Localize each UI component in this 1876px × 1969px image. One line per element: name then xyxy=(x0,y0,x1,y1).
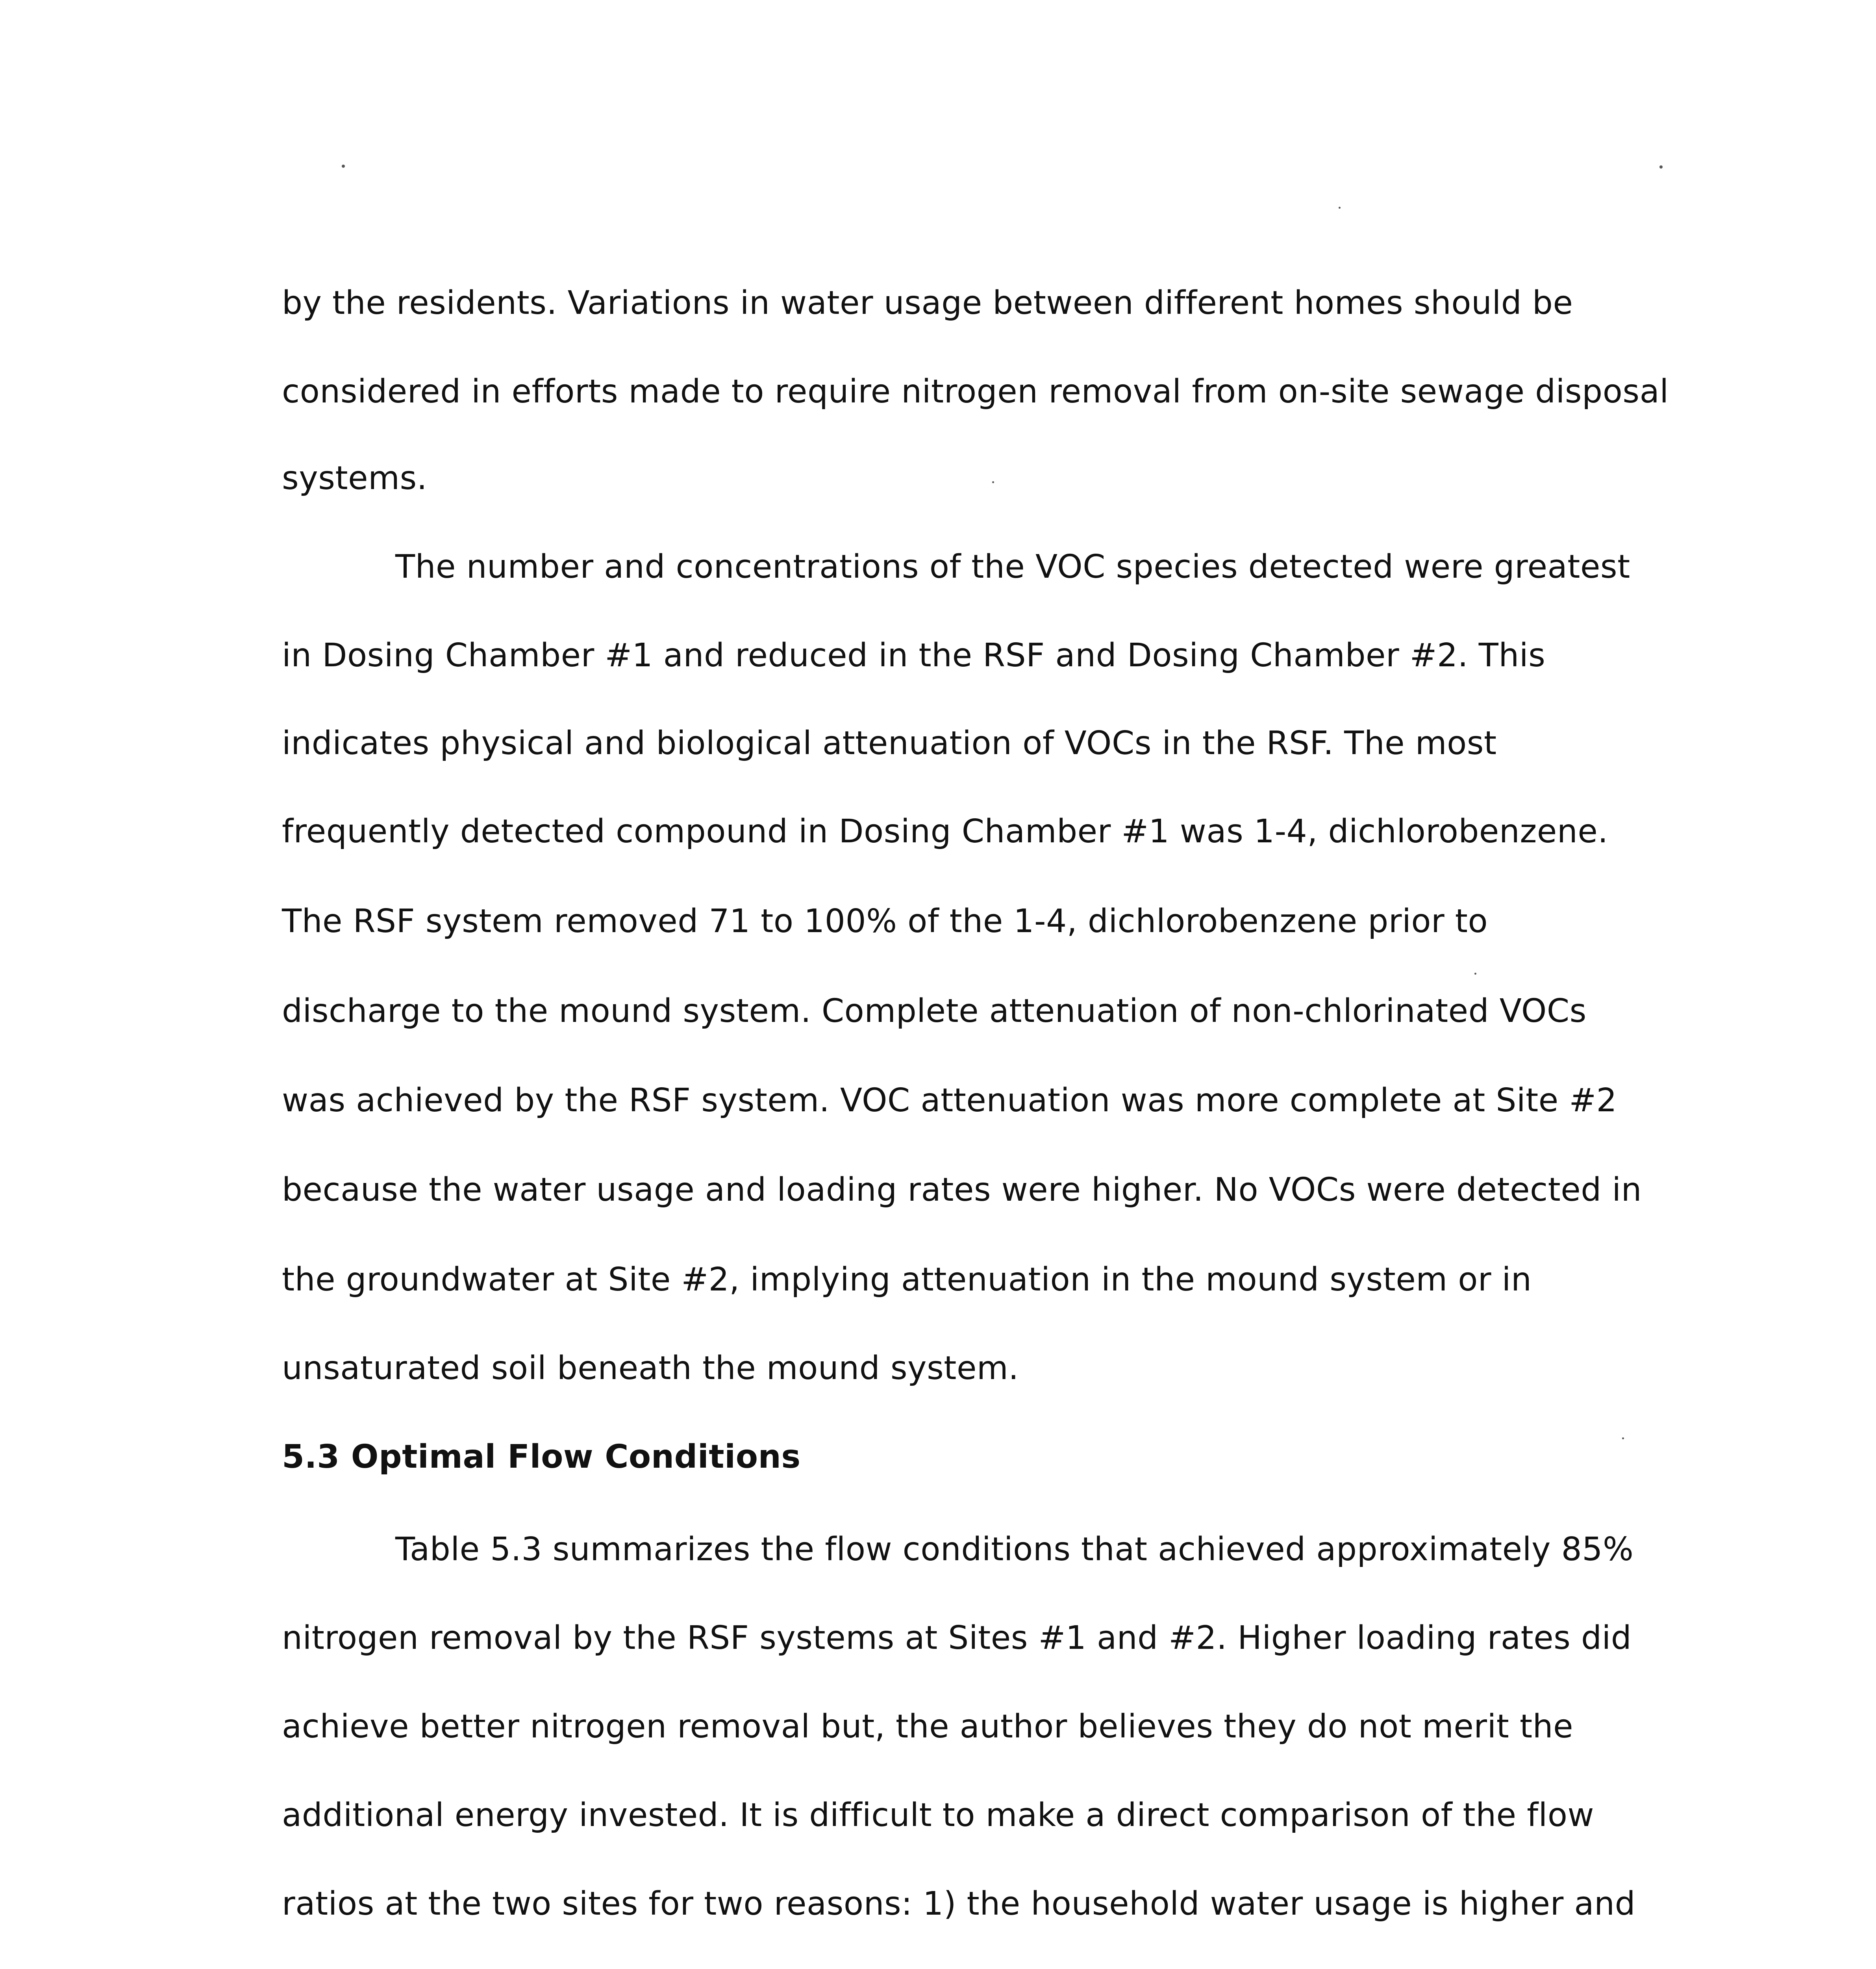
text-line-17: achieve better nitrogen removal but, the author believes they do not merit the xyxy=(282,1708,1574,1745)
text-line-9: discharge to the mound system. Complete attenuation of non-chlorinated VOCs xyxy=(282,992,1587,1030)
text-line-4: The number and concentrations of the VOC species detected were greatest xyxy=(395,548,1630,586)
scan-speck xyxy=(1474,973,1476,975)
text-line-6: indicates physical and biological attenuation of VOCs in the RSF. The most xyxy=(282,725,1497,762)
text-line-19: ratios at the two sites for two reasons: 1) the household water usage is higher and xyxy=(282,1885,1636,1923)
text-line-5: in Dosing Chamber #1 and reduced in the RSF and Dosing Chamber #2. This xyxy=(282,637,1546,674)
text-line-3: systems. xyxy=(282,460,428,497)
text-line-10: was achieved by the RSF system. VOC attenuation was more complete at Site #2 xyxy=(282,1082,1617,1119)
text-line-1: by the residents. Variations in water usage between different homes should be xyxy=(282,284,1573,322)
scan-speck xyxy=(992,481,994,483)
text-line-7: frequently detected compound in Dosing Chamber #1 was 1-4, dichlorobenzene. xyxy=(282,813,1608,850)
scan-speck xyxy=(1622,1437,1624,1439)
text-line-8: The RSF system removed 71 to 100% of the 1-4, dichlorobenzene prior to xyxy=(282,903,1488,940)
text-line-11: because the water usage and loading rates were higher. No VOCs were detected in xyxy=(282,1171,1642,1209)
text-line-2: considered in efforts made to require nitrogen removal from on-site sewage disposal xyxy=(282,373,1669,410)
section-heading: 5.3 Optimal Flow Conditions xyxy=(282,1438,801,1476)
scan-speck xyxy=(1659,165,1663,169)
text-line-15: Table 5.3 summarizes the flow conditions that achieved approximately 85% xyxy=(395,1531,1634,1568)
scan-speck xyxy=(1339,207,1341,209)
text-line-12: the groundwater at Site #2, implying attenuation in the mound system or in xyxy=(282,1261,1532,1298)
text-line-18: additional energy invested. It is difficult to make a direct comparison of the flow xyxy=(282,1797,1595,1834)
scan-speck xyxy=(342,165,345,168)
text-line-16: nitrogen removal by the RSF systems at Sites #1 and #2. Higher loading rates did xyxy=(282,1619,1632,1657)
text-line-13: unsaturated soil beneath the mound system. xyxy=(282,1350,1019,1387)
